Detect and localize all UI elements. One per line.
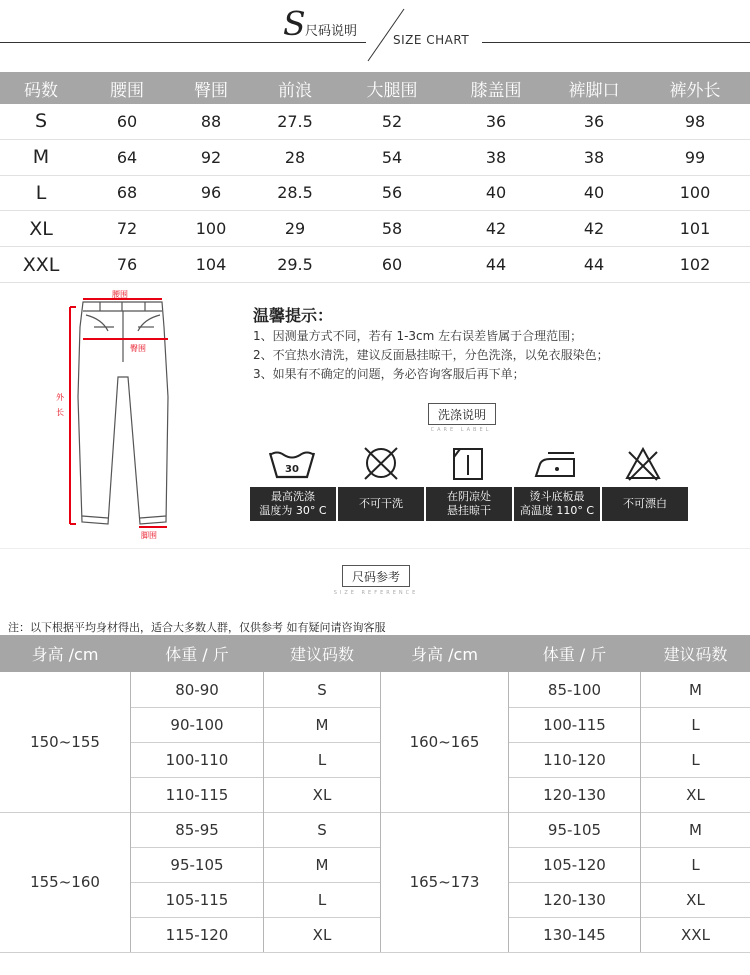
measurement-value: 100 [679,183,711,203]
col-header: 腰围 [110,80,144,101]
size-reference-table [0,635,750,951]
reference-header [0,635,750,672]
measurement-value: 72 [116,219,138,239]
suggested-size: S [317,680,327,699]
measurement-value: 76 [116,255,138,275]
measurement-value: 36 [583,111,605,131]
care-text: 悬挂晾干 [447,504,491,517]
tips-list [253,327,609,384]
measurement-value: 92 [200,147,222,167]
care-label-title: 洗涤说明 [428,403,496,425]
pants-measurement-diagram [50,287,180,542]
measurement-value: 42 [583,219,605,239]
col-header: 身高 /cm [411,645,478,664]
weight-range: 105-120 [543,855,606,874]
height-range: 165~173 [409,873,480,891]
measurement-value: 104 [195,255,227,275]
header-rule-left [0,42,366,43]
col-header: 大腿围 [366,80,418,101]
care-text: 不可漂白 [623,497,667,510]
suggested-size: M [315,715,329,734]
reference-note: 注：以下根据平均身材得出，适合大多数人群，仅供参考 如有疑问请咨询客服 [8,621,386,634]
suggested-size: L [691,855,700,874]
row-divider [131,847,380,848]
height-range: 155~160 [30,873,100,891]
weight-range: 110-115 [165,785,229,804]
col-header: 建议码数 [663,645,728,664]
size-row [0,211,750,247]
no-dry-clean-icon [351,444,411,484]
row-divider [131,707,380,708]
table-bottom [0,952,750,953]
tip-line: 3、如果有不确定的问题，务必咨询客服后再下单； [253,367,525,381]
size-code: M [32,146,50,169]
weight-range: 95-105 [547,820,602,839]
row-divider [509,847,750,848]
header-rule-right [482,42,750,43]
row-divider [131,742,380,743]
col-header: 建议码数 [289,645,354,664]
measurement-value: 99 [684,147,706,167]
measurement-value: 52 [381,111,403,131]
tip-line: 1、因测量方式不同，若有 1-3cm 左右误差皆属于合理范围； [253,329,583,343]
suggested-size: M [315,855,329,874]
measurement-value: 28.5 [277,183,313,203]
suggested-size: L [691,750,700,769]
length-label-1: 外 [56,393,64,402]
measurement-value: 29 [284,219,306,239]
wash-30-icon [262,444,322,484]
no-bleach-icon [613,444,673,484]
section-divider [0,548,750,549]
size-reference-subtitle: SIZE REFERENCE [333,590,419,596]
col-header: 膝盖围 [470,80,522,101]
col-header: 身高 /cm [31,645,99,664]
header-s-letter: S [283,4,306,43]
measurement-value: 38 [583,147,605,167]
tip-line: 2、不宜热水清洗，建议反面悬挂晾干，分色洗涤，以免衣服染色； [253,348,609,362]
header-title-en: SIZE CHART [393,33,470,47]
size-code: S [34,110,48,133]
height-range: 150~155 [30,733,100,751]
measurement-value: 27.5 [277,111,313,131]
care-text: 温度为 30° C [259,504,327,517]
row-divider [509,882,750,883]
measurement-value: 38 [485,147,507,167]
row-divider [131,882,380,883]
height-range: 160~165 [409,733,480,751]
weight-range: 90-100 [170,715,224,734]
care-text: 不可干洗 [359,497,403,510]
care-label-iron [514,487,600,521]
column-divider [508,672,509,952]
measurement-value: 101 [679,219,711,239]
column-divider [263,672,264,952]
col-header: 裤外长 [669,80,721,101]
size-code: XL [29,217,53,240]
row-divider [509,777,750,778]
care-text: 高温度 110° C [519,504,595,517]
measurement-value: 96 [200,183,222,203]
col-header: 体重 / 斤 [165,645,229,664]
shade-hang-dry-icon [438,444,498,484]
care-label-no-dry-clean [338,487,424,521]
weight-range: 115-120 [165,925,229,944]
tips-title: 温馨提示： [253,306,334,325]
measurement-value: 102 [679,255,711,275]
row-divider [509,707,750,708]
suggested-size: XXL [681,925,710,944]
measurement-value: 56 [381,183,403,203]
care-text: 最高洗涤 [270,490,315,503]
col-header: 体重 / 斤 [542,645,607,664]
suggested-size: XL [312,925,332,944]
size-reference-title: 尺码参考 [342,565,410,587]
weight-range: 80-90 [175,680,219,699]
suggested-size: L [317,750,327,769]
size-code: XXL [22,253,60,276]
measurement-value: 54 [381,147,403,167]
suggested-size: XL [686,785,705,804]
weight-range: 100-115 [543,715,606,734]
size-chart-table [0,72,750,283]
measurement-value: 44 [485,255,507,275]
weight-range: 105-115 [165,890,229,909]
measurement-value: 98 [684,111,706,131]
pants-outline [78,302,168,524]
row-divider [131,917,380,918]
row-divider [509,917,750,918]
weight-range: 85-95 [175,820,219,839]
weight-range: 120-130 [543,785,606,804]
measurement-value: 68 [116,183,138,203]
measurement-value: 28 [284,147,306,167]
waist-label: 腰围 [112,290,128,299]
suggested-size: L [691,715,700,734]
col-header: 码数 [24,80,58,101]
measurement-value: 100 [195,219,227,239]
size-row [0,140,750,176]
column-divider [640,672,641,952]
measurement-value: 44 [583,255,605,275]
measurement-value: 40 [485,183,507,203]
measurement-value: 88 [200,111,222,131]
measurement-value: 58 [381,219,403,239]
measurement-value: 60 [381,255,403,275]
group-divider [0,812,750,813]
weight-range: 120-130 [543,890,606,909]
weight-range: 95-105 [170,855,224,874]
weight-range: 130-145 [543,925,606,944]
care-text: 在阴凉处 [447,490,491,503]
care-label-subtitle: CARE LABEL [430,427,492,433]
size-chart-header [0,72,750,104]
length-label-2: 长 [56,408,64,417]
measurement-value: 60 [116,111,138,131]
care-label-wash [250,487,336,521]
header-title-cn: 尺码说明 [305,24,358,39]
size-row [0,104,750,140]
measurement-lines [70,299,168,527]
care-label-no-bleach [602,487,688,521]
measurement-value: 36 [485,111,507,131]
hip-label: 臀围 [130,344,146,353]
row-divider [131,777,380,778]
suggested-size: M [689,680,702,699]
size-row [0,247,750,283]
weight-range: 110-120 [543,750,606,769]
care-label-hang-dry [426,487,512,521]
suggested-size: S [317,820,327,839]
size-code: L [35,181,47,204]
weight-range: 85-100 [547,680,602,699]
wash-temp: 30 [285,464,299,475]
measurement-value: 29.5 [277,255,313,275]
iron-low-icon [526,444,586,484]
suggested-size: XL [686,890,705,909]
suggested-size: L [317,890,327,909]
suggested-size: XL [312,785,332,804]
measurement-value: 64 [116,147,138,167]
column-divider [380,672,381,952]
row-divider [509,742,750,743]
col-header: 臀围 [194,80,228,101]
size-row [0,176,750,212]
care-text: 烫斗底板最 [529,490,585,503]
measurement-value: 40 [583,183,605,203]
weight-range: 100-110 [165,750,229,769]
measurement-value: 42 [485,219,507,239]
col-header: 裤脚口 [568,80,620,101]
suggested-size: M [689,820,702,839]
column-divider [130,672,131,952]
col-header: 前浪 [278,80,312,101]
hem-label: 脚围 [141,531,157,540]
